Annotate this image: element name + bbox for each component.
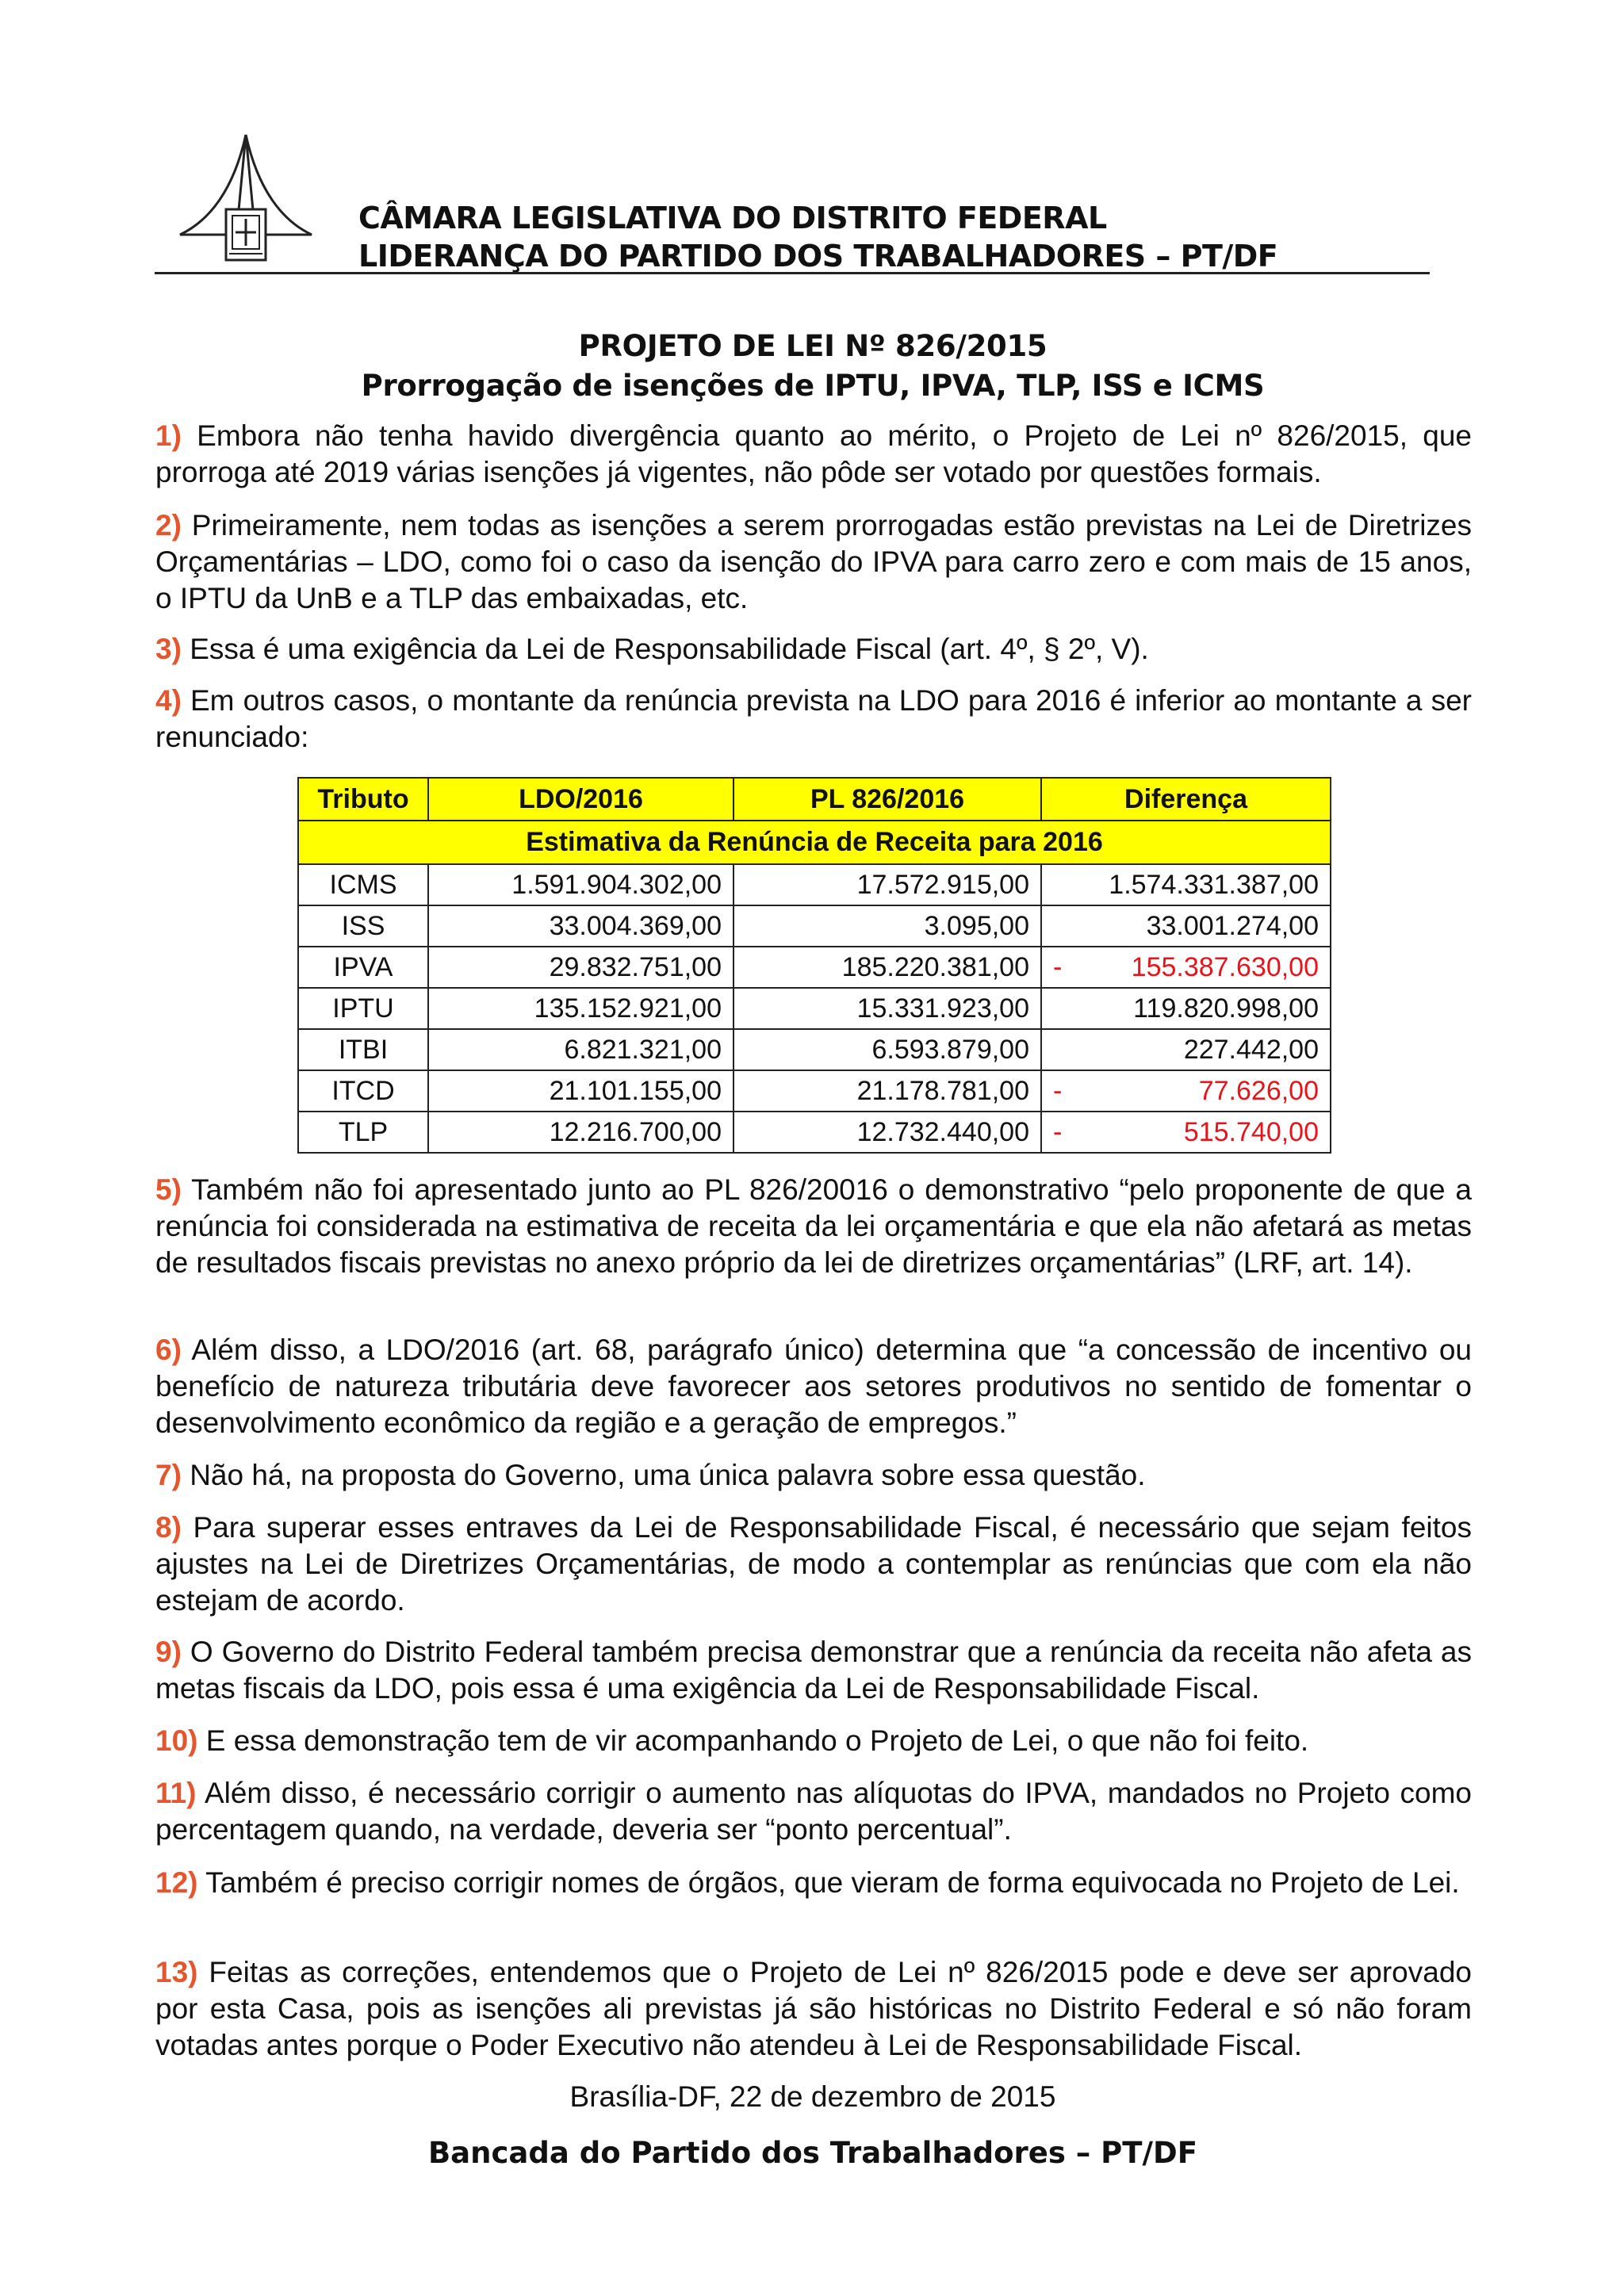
cell-pl: 21.178.781,00 bbox=[733, 1070, 1041, 1112]
document-title bbox=[155, 327, 1471, 406]
cell-tributo: ITCD bbox=[298, 1070, 428, 1112]
cell-diferenca bbox=[1041, 1070, 1331, 1112]
paragraph-4 bbox=[155, 683, 1472, 756]
table-row bbox=[298, 947, 1331, 988]
cell-ldo: 6.821.321,00 bbox=[428, 1029, 733, 1070]
paragraph-number: 9) bbox=[155, 1636, 182, 1668]
table-row bbox=[298, 1029, 1331, 1070]
paragraph-10 bbox=[155, 1723, 1472, 1759]
header-line-2: LIDERANÇA DO PARTIDO DOS TRABALHADORES – PT/DF bbox=[358, 239, 1278, 274]
cldf-emblem-icon bbox=[178, 133, 313, 268]
paragraph-text: Embora não tenha havido divergência quanto ao mérito, o Projeto de Lei nº 826/2015, que prorroga até 2019 várias isenções já vigentes, não pôde ser votado por questões formais. bbox=[155, 419, 1473, 488]
table-row bbox=[298, 988, 1331, 1029]
cell-ldo: 29.832.751,00 bbox=[428, 947, 733, 988]
negative-sign: - bbox=[1053, 1075, 1063, 1106]
table-row bbox=[298, 1070, 1331, 1112]
paragraph-text: Não há, na proposta do Governo, uma única palavra sobre essa questão. bbox=[190, 1459, 1146, 1491]
col-header-tributo: Tributo bbox=[298, 778, 428, 821]
cell-pl: 12.732.440,00 bbox=[733, 1112, 1041, 1153]
title-line-1: PROJETO DE LEI Nº 826/2015 bbox=[578, 329, 1048, 363]
cell-tributo: IPVA bbox=[298, 947, 428, 988]
cell-tributo: ICMS bbox=[298, 864, 428, 905]
diferenca-value: 119.820.998,00 bbox=[1133, 993, 1319, 1024]
cell-pl: 3.095,00 bbox=[733, 905, 1041, 947]
negative-sign: - bbox=[1053, 951, 1063, 982]
cell-diferenca bbox=[1041, 864, 1331, 905]
cell-ldo: 12.216.700,00 bbox=[428, 1112, 733, 1153]
header-divider bbox=[155, 272, 1430, 274]
diferenca-value: 1.574.331.387,00 bbox=[1109, 869, 1319, 900]
paragraph-text: Primeiramente, nem todas as isenções a serem prorrogadas estão previstas na Lei de Diretrizes Orçamentárias – LDO, como foi o caso da isenção do IPVA para carro zero e com mais de 15 anos, o IPTU da UnB e a TLP das embaixadas, etc. bbox=[155, 509, 1472, 614]
diferenca-value: 77.626,00 bbox=[1198, 1075, 1319, 1106]
diferenca-value: 227.442,00 bbox=[1183, 1034, 1319, 1065]
paragraph-1 bbox=[155, 418, 1472, 491]
paragraph-13 bbox=[155, 1954, 1472, 2064]
paragraph-9 bbox=[155, 1634, 1472, 1707]
cell-pl: 17.572.915,00 bbox=[733, 864, 1041, 905]
table-caption: Estimativa da Renúncia de Receita para 2016 bbox=[298, 821, 1331, 864]
cell-tributo: TLP bbox=[298, 1112, 428, 1153]
title-line-2: Prorrogação de isenções de IPTU, IPVA, TLP, ISS e ICMS bbox=[361, 369, 1265, 403]
cell-diferenca bbox=[1041, 947, 1331, 988]
paragraph-text: Feitas as correções, entendemos que o Projeto de Lei nº 826/2015 pode e deve ser aprovado por esta Casa, pois as isenções ali previstas já são históricas no Distrito Federal e só não foram votadas antes porque o Poder Executivo não atendeu à Lei de Responsabilidade Fiscal. bbox=[155, 1956, 1472, 2061]
paragraph-number: 10) bbox=[155, 1724, 198, 1757]
cell-tributo: ITBI bbox=[298, 1029, 428, 1070]
paragraph-number: 3) bbox=[155, 633, 182, 665]
paragraph-text: Em outros casos, o montante da renúncia prevista na LDO para 2016 é inferior ao montante a ser renunciado: bbox=[155, 684, 1472, 753]
cell-ldo: 1.591.904.302,00 bbox=[428, 864, 733, 905]
paragraph-number: 12) bbox=[155, 1866, 198, 1899]
paragraph-number: 1) bbox=[155, 419, 182, 452]
paragraph-12 bbox=[155, 1865, 1472, 1901]
diferenca-value: 515.740,00 bbox=[1183, 1116, 1319, 1147]
paragraph-text: Além disso, é necessário corrigir o aumento nas alíquotas do IPVA, mandados no Projeto como percentagem quando, na verdade, deveria ser “ponto percentual”. bbox=[155, 1777, 1472, 1846]
paragraph-text: E essa demonstração tem de vir acompanhando o Projeto de Lei, o que não foi feito. bbox=[205, 1724, 1309, 1757]
paragraph-5 bbox=[155, 1172, 1472, 1281]
paragraph-number: 11) bbox=[155, 1777, 197, 1809]
paragraph-number: 13) bbox=[155, 1956, 198, 1988]
cell-diferenca bbox=[1041, 905, 1331, 947]
revenue-waiver-table bbox=[297, 777, 1331, 1154]
col-header-diferenca: Diferença bbox=[1041, 778, 1331, 821]
cell-diferenca bbox=[1041, 988, 1331, 1029]
table-row bbox=[298, 864, 1331, 905]
cell-diferenca bbox=[1041, 1029, 1331, 1070]
letterhead bbox=[155, 133, 1430, 277]
col-header-ldo: LDO/2016 bbox=[428, 778, 733, 821]
table-row bbox=[298, 1112, 1331, 1153]
negative-sign: - bbox=[1053, 1116, 1063, 1147]
diferenca-value: 33.001.274,00 bbox=[1146, 910, 1319, 941]
paragraph-text: Também é preciso corrigir nomes de órgãos, que vieram de forma equivocada no Projeto de Lei. bbox=[205, 1866, 1460, 1899]
table-row bbox=[298, 905, 1331, 947]
signature-line: Bancada do Partido dos Trabalhadores – PT/DF bbox=[427, 2136, 1198, 2170]
cell-ldo: 33.004.369,00 bbox=[428, 905, 733, 947]
paragraph-number: 5) bbox=[155, 1173, 182, 1206]
place-and-date: Brasília-DF, 22 de dezembro de 2015 bbox=[569, 2080, 1056, 2113]
paragraph-number: 8) bbox=[155, 1511, 182, 1544]
paragraph-number: 6) bbox=[155, 1334, 182, 1366]
paragraph-11 bbox=[155, 1775, 1472, 1848]
paragraph-6 bbox=[155, 1332, 1472, 1441]
paragraph-8 bbox=[155, 1510, 1472, 1619]
cell-ldo: 21.101.155,00 bbox=[428, 1070, 733, 1112]
cell-pl: 185.220.381,00 bbox=[733, 947, 1041, 988]
cell-ldo: 135.152.921,00 bbox=[428, 988, 733, 1029]
paragraph-text: Para superar esses entraves da Lei de Responsabilidade Fiscal, é necessário que sejam feitos ajustes na Lei de Diretrizes Orçamentárias, de modo a contemplar as renúncias que com ela não estejam de acordo. bbox=[155, 1511, 1472, 1617]
cell-tributo: ISS bbox=[298, 905, 428, 947]
header-line-1: CÂMARA LEGISLATIVA DO DISTRITO FEDERAL bbox=[358, 201, 1107, 235]
col-header-pl: PL 826/2016 bbox=[733, 778, 1041, 821]
paragraph-2 bbox=[155, 507, 1472, 617]
paragraph-7 bbox=[155, 1457, 1472, 1494]
cell-diferenca bbox=[1041, 1112, 1331, 1153]
paragraph-number: 2) bbox=[155, 509, 182, 541]
paragraph-number: 7) bbox=[155, 1459, 182, 1491]
diferenca-value: 155.387.630,00 bbox=[1131, 951, 1319, 982]
paragraph-number: 4) bbox=[155, 684, 182, 717]
paragraph-3 bbox=[155, 631, 1472, 668]
cell-tributo: IPTU bbox=[298, 988, 428, 1029]
cell-pl: 15.331.923,00 bbox=[733, 988, 1041, 1029]
paragraph-text: Também não foi apresentado junto ao PL 826/20016 o demonstrativo “pelo proponente de que a renúncia foi considerada na estimativa de receita da lei orçamentária e que ela não afetará as metas de resultados fiscais previstas no anexo próprio da lei de diretrizes orçamentárias” (LRF, art. 14). bbox=[155, 1173, 1472, 1279]
cell-pl: 6.593.879,00 bbox=[733, 1029, 1041, 1070]
paragraph-text: Essa é uma exigência da Lei de Responsabilidade Fiscal (art. 4º, § 2º, V). bbox=[190, 633, 1149, 665]
paragraph-text: O Governo do Distrito Federal também precisa demonstrar que a renúncia da receita não afeta as metas fiscais da LDO, pois essa é uma exigência da Lei de Responsabilidade Fiscal. bbox=[155, 1636, 1473, 1705]
paragraph-text: Além disso, a LDO/2016 (art. 68, parágrafo único) determina que “a concessão de incentivo ou benefício de natureza tributária deve favorecer aos setores produtivos no sentido de fomentar o desenvolvimento econômico da região e a geração de empregos.” bbox=[155, 1334, 1472, 1439]
